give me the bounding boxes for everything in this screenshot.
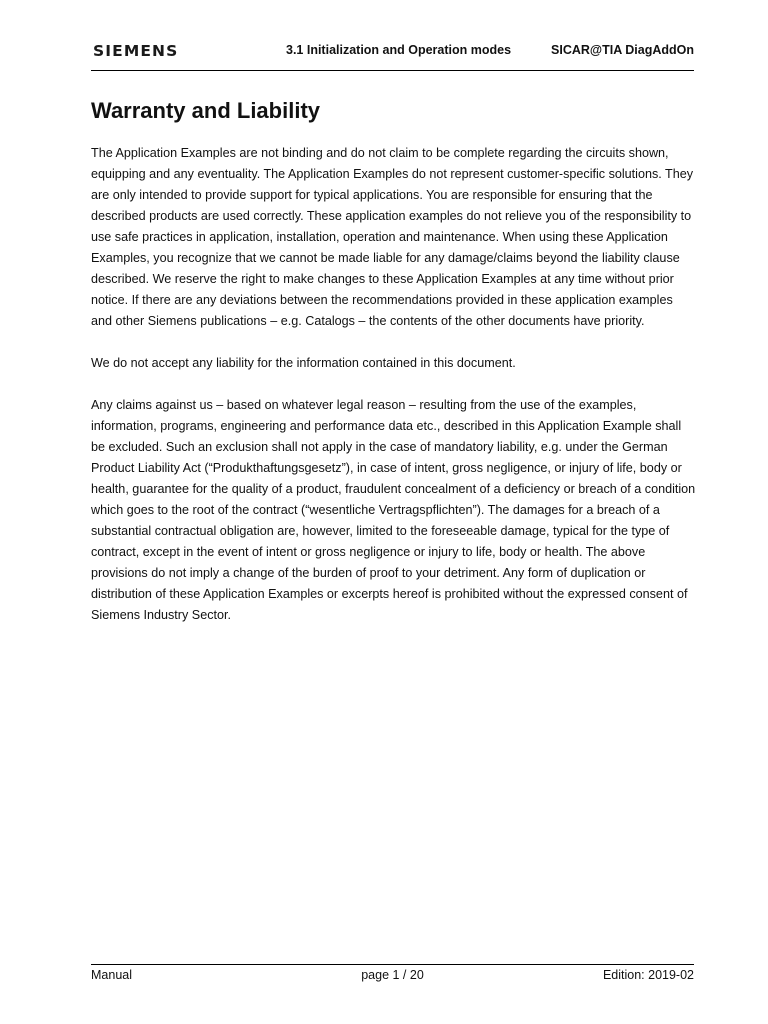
page-footer xyxy=(91,964,694,985)
paragraph-no-liability: We do not accept any liability for the information contained in this document. xyxy=(91,356,516,370)
page-header xyxy=(91,38,694,71)
body-content xyxy=(91,143,696,647)
footer-document-type: Manual xyxy=(91,968,132,982)
paragraph-claims: Any claims against us – based on whatever legal reason – resulting from the use of the examples, information, programs, engineering and performance data etc., described in this Application Example shall be excluded. Such an exclusion shall not apply in the case of mandatory liability, e.g. under the German Product Liability Act (“Produkthaftungsgesetz”), in case of intent, gross negligence, or injury of life, body or health, guarantee for the quality of a product, fraudulent concealment of a deficiency or breach of a condition which goes to the root of the contract (“wesentliche Vertragspflichten”). The damages for a breach of a substantial contractual obligation are, however, limited to the foreseeable damage, typical for the type of contract, except in the event of intent or gross negligence or injury to life, body or health. The above provisions do not imply a change of the burden of proof to your detriment. Any form of duplication or distribution of these Application Examples or excerpts hereof is prohibited without the expressed consent of Siemens Industry Sector. xyxy=(91,398,696,622)
paragraph-warranty-intro: The Application Examples are not binding and do not claim to be complete regarding the circuits shown, equipping and any eventuality. The Application Examples do not represent customer-specific solutions. They are only intended to provide support for typical applications. You are responsible for ensuring that the described products are used correctly. These application examples do not relieve you of the responsibility to use safe practices in application, installation, operation and maintenance. When using these Application Examples, you recognize that we cannot be made liable for any damage/claims beyond the liability clause described. We reserve the right to make changes to these Application Examples at any time without prior notice. If there are any deviations between the recommendations provided in these application examples and other Siemens publications – e.g. Catalogs – the contents of the other documents have priority. xyxy=(91,146,694,328)
header-section-title: 3.1 Initialization and Operation modes xyxy=(286,43,512,57)
page-title: Warranty and Liability xyxy=(91,98,321,123)
footer-edition: Edition: 2019-02 xyxy=(602,968,694,982)
siemens-logo: SIEMENS xyxy=(93,42,179,60)
footer-page-number: page 1 / 20 xyxy=(361,968,424,982)
header-product-name: SICAR@TIA DiagAddOn xyxy=(551,43,694,57)
